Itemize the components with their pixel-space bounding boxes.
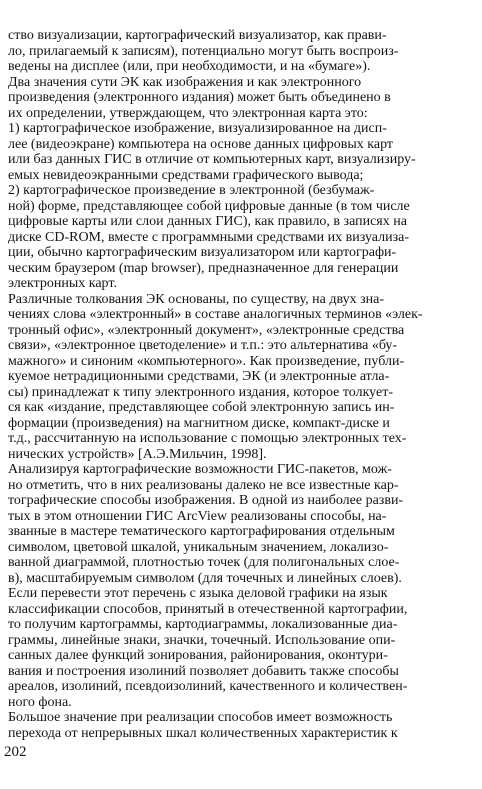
text-line: ной) форме, представляющее собой цифровые данные (в том числе: [8, 198, 410, 214]
text-line: их определении, утверждающем, что электронная карта это:: [8, 105, 368, 121]
page-number: 202: [4, 744, 27, 760]
text-line: 2) картографическое произведение в электронной (безбумаж-: [8, 183, 375, 198]
text-line: то получим картограммы, картодиаграммы, локализованные диа-: [8, 617, 398, 632]
text-line: символом, цветовой шкалой, уникальным значением, локализо-: [8, 539, 389, 555]
text-line: Если перевести этот перечень с языка деловой графики на язык: [8, 586, 388, 601]
text-line: ведены на дисплее (или, при необходимости, и на «бумаге»).: [8, 59, 371, 74]
text-line: граммы, линейные знаки, значки, точечный. Использование опи-: [8, 632, 396, 648]
text-line: ся как «издание, представляющее собой электронную запись ин-: [8, 400, 395, 415]
text-line: мажного» и синоним «компьютерного». Как произведение, публи-: [8, 353, 405, 369]
text-line: тронный офис», «электронный документ», «электронные средства: [8, 322, 405, 338]
text-line: тографические способы изображения. В одной из наиболее разви-: [8, 493, 404, 508]
text-line: Анализируя картографические возможности ГИС-пакетов, мож-: [8, 462, 392, 477]
text-line: произведения (электронного издания) может быть объединено в: [8, 90, 391, 105]
text-line: электронных карт.: [8, 276, 117, 291]
text-line: ло, прилагаемый к записям), потенциально могут быть воспроиз-: [8, 43, 399, 59]
text-line: т.д., рассчитанную на использование с помощью электронных тех-: [8, 431, 407, 446]
body-text: [0, 28, 452, 741]
text-line: 1) картографическое изображение, визуализированное на дисп-: [8, 121, 387, 136]
text-line: но отметить, что в них реализованы далеко не все известные кар-: [8, 477, 399, 493]
text-line: ство визуализации, картографический визуализатор, как прави-: [8, 28, 387, 43]
text-line: куемое нетрадиционными средствами, ЭК (и электронные атла-: [8, 369, 390, 384]
text-line: сы) принадлежат к типу электронного издания, которое толкует-: [8, 384, 393, 400]
text-line: емых невидеоэкранными средствами графического вывода;: [8, 167, 364, 183]
text-line: ванной диаграммой, плотностью точек (для полигональных слое-: [8, 555, 400, 570]
text-line: чениях слова «электронный» в составе аналогичных терминов «элек-: [8, 307, 423, 322]
text-line: связи», «электронное цветоделение» и т.п.: это альтернатива «бу-: [8, 338, 398, 353]
text-line: в), масштабируемым символом (для точечных и линейных слоев).: [8, 570, 402, 586]
text-line: тых в этом отношении ГИС ArcView реализованы способы, на-: [8, 508, 387, 524]
text-line: Два значения сути ЭК как изображения и как электронного: [8, 74, 362, 90]
text-line: формации (произведения) на магнитном диске, компакт-диске и: [8, 415, 390, 431]
text-line: классификации способов, принятый в отечественной картографии,: [8, 601, 408, 617]
text-line: ции, обычно картографическим визуализатором или картографи-: [8, 245, 397, 260]
text-line: Различные толкования ЭК основаны, по существу, на двух зна-: [8, 291, 385, 307]
text-line: ческим браузером (map browser), предназначенное для генерации: [8, 260, 399, 276]
text-line: ного фона.: [8, 694, 72, 710]
text-line: вания и построения изолиний позволяет добавить также способы: [8, 663, 399, 679]
text-line: нических устройств» [А.Э.Мильчин, 1998].: [8, 446, 267, 462]
text-line: или баз данных ГИС в отличие от компьютерных карт, визуализиру-: [8, 152, 416, 167]
text-line: диске CD-ROM, вместе с программными средствами их визуализа-: [8, 229, 410, 245]
text-line: званные в мастере тематического картографирования отдельным: [8, 524, 395, 539]
text-line: перехода от непрерывных шкал количественных характеристик к: [8, 725, 398, 741]
text-line: лее (видеоэкране) компьютера на основе данных цифровых карт: [8, 136, 393, 152]
text-line: Большое значение при реализации способов имеет возможность: [8, 710, 393, 725]
text-line: цифровые карты или слои данных ГИС), как правило, в записях на: [8, 214, 407, 229]
text-line: ареалов, изолиний, псевдоизолиний, качественного и количествен-: [8, 679, 408, 694]
text-line: санных далее функций зонирования, районирования, оконтури-: [8, 648, 388, 663]
